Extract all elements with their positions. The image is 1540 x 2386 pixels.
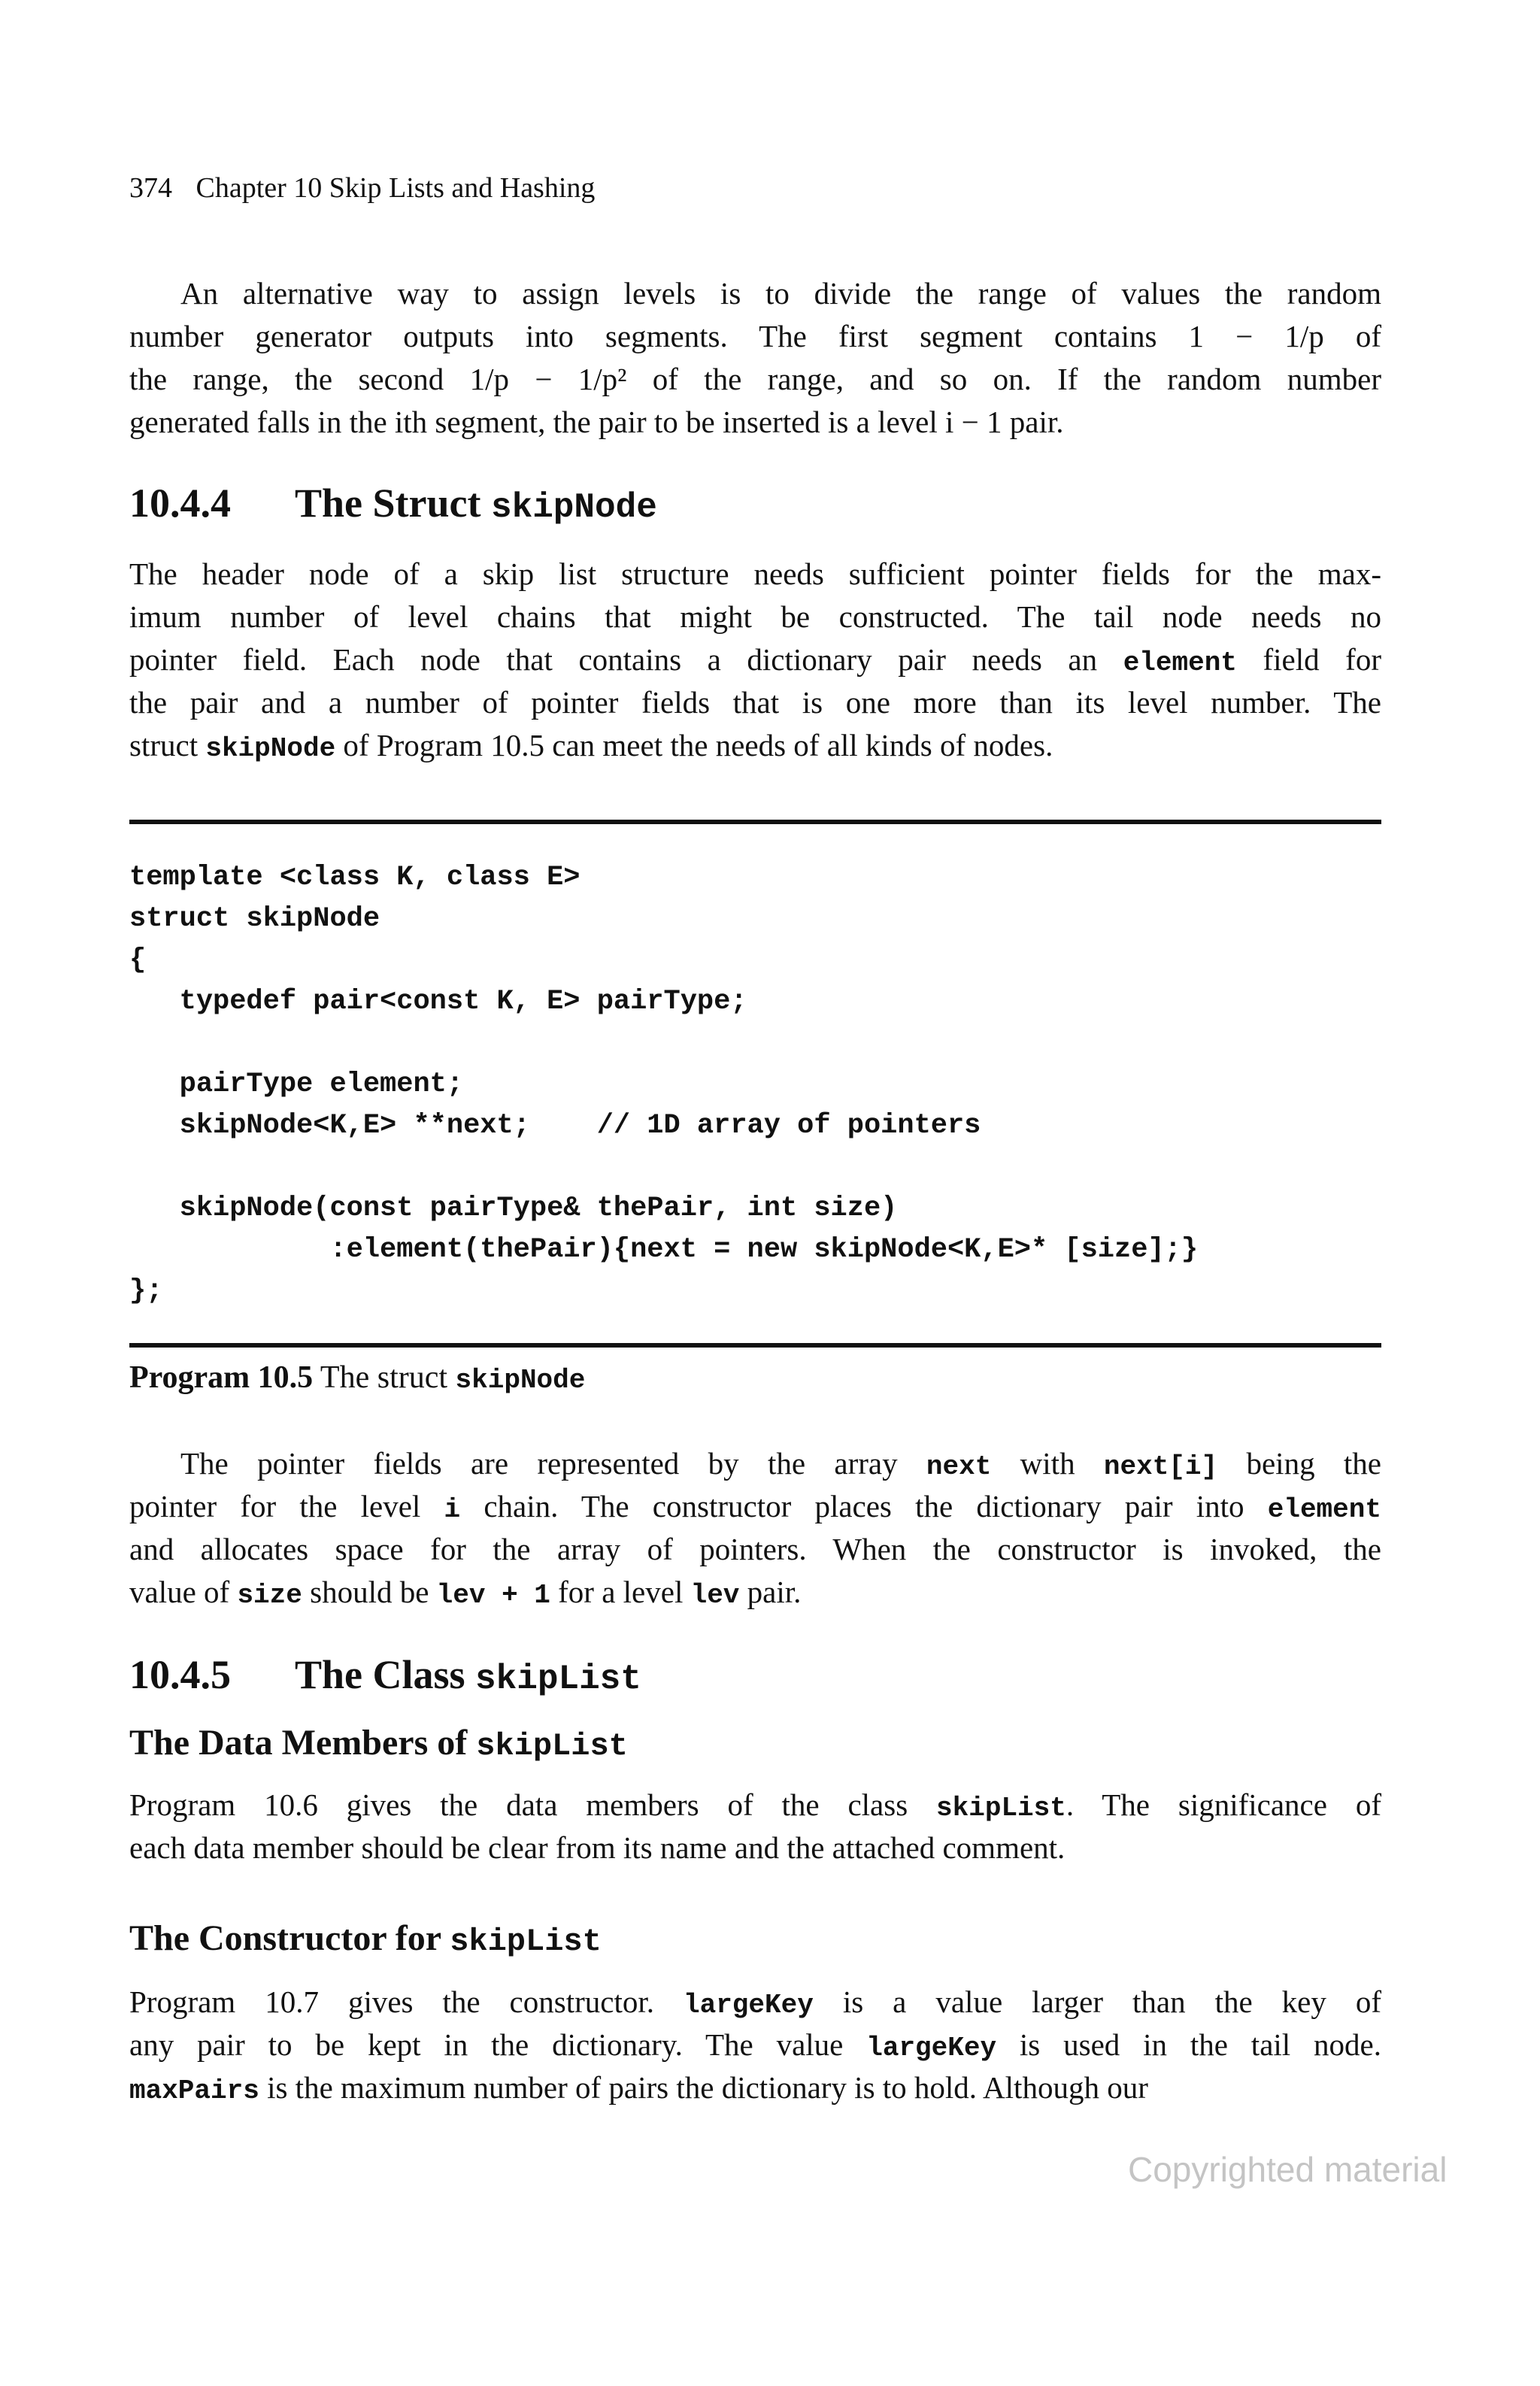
inline-code: lev + 1 (436, 1580, 550, 1611)
text-run: with (991, 1446, 1104, 1481)
code-line: typedef pair<const K, E> pairType; (129, 986, 747, 1017)
section-number: 10.4.4 (129, 481, 231, 526)
page-number: 374 (129, 172, 172, 204)
program-caption (129, 1360, 585, 1396)
subsection-title: The Constructor for (129, 1918, 441, 1958)
pointer-fields-paragraph (129, 1442, 1381, 1614)
text-line (129, 1571, 1381, 1614)
subsection-code-word: skipList (476, 1728, 628, 1764)
code-line: :element(thePair){next = new skipNode<K,E>* [size];} (129, 1234, 1199, 1266)
inline-code: largeKey (684, 1990, 814, 2021)
inline-code: largeKey (866, 2033, 997, 2063)
caption-text: The struct (320, 1360, 448, 1395)
inline-code: skipNode (205, 733, 336, 764)
constructor-paragraph (129, 1981, 1381, 2109)
inline-code: lev (690, 1580, 740, 1611)
text-run: The pointer fields are represented by the array (180, 1446, 926, 1481)
text-run: chain. The constructor places the dictionary pair into (460, 1489, 1268, 1523)
program-bottom-rule (129, 1343, 1381, 1348)
caption-code-word: skipNode (455, 1365, 586, 1396)
code-line: template <class K, class E> (129, 862, 581, 893)
inline-code: element (1123, 647, 1237, 678)
text-run: being the (1217, 1446, 1381, 1481)
text-line: the range, the second 1/p − 1/p² of the range, and so on. If the random number (129, 362, 1381, 396)
text-run: . The significance of (1066, 1787, 1381, 1822)
code-line: skipNode<K,E> **next; // 1D array of pointers (129, 1110, 981, 1141)
intro-paragraph (129, 272, 1381, 444)
text-line: The header node of a skip list structure needs sufficient pointer fields for the max- (129, 556, 1381, 591)
text-line (129, 1485, 1381, 1528)
text-run: pointer field. Each node that contains a dictionary pair needs an (129, 642, 1123, 677)
text-line: the pair and a number of pointer fields that is one more than its level number. The (129, 685, 1381, 720)
text-run: struct (129, 728, 206, 762)
text-line: and allocates space for the array of pointers. When the constructor is invoked, the (129, 1532, 1381, 1566)
section-code-word: skipNode (490, 488, 657, 527)
text-line: imum number of level chains that might be constructed. The tail node needs no (129, 599, 1381, 634)
text-run: is the maximum number of pairs the dictionary is to hold. Although our (259, 2070, 1148, 2105)
code-line: }; (129, 1275, 163, 1307)
text-run: value of (129, 1575, 238, 1609)
text-run: should be (302, 1575, 437, 1609)
text-run: of Program 10.5 can meet the needs of all kinds of nodes. (335, 728, 1053, 762)
text-run: pointer for the level (129, 1489, 444, 1523)
running-head (129, 171, 595, 205)
caption-label: Program 10.5 (129, 1360, 314, 1395)
text-line: number generator outputs into segments. The first segment contains 1 − 1/p of (129, 319, 1381, 353)
skipnode-description-paragraph (129, 553, 1381, 767)
text-line: each data member should be clear from its name and the attached comment. (129, 1830, 1066, 1865)
inline-code: skipList (936, 1793, 1066, 1824)
subsection-heading-data-members (129, 1722, 628, 1764)
text-line (129, 2024, 1381, 2066)
subsection-code-word: skipList (450, 1924, 602, 1960)
section-heading-10-4-5 (129, 1651, 641, 1699)
text-run: field for (1236, 642, 1381, 677)
inline-code: size (237, 1580, 302, 1611)
program-code-block (129, 857, 1198, 1312)
text-line: generated falls in the ith segment, the pair to be inserted is a level i − 1 pair. (129, 405, 1064, 439)
section-title: The Struct (295, 481, 481, 526)
code-line: struct skipNode (129, 903, 380, 935)
inline-code: maxPairs (129, 2075, 259, 2106)
code-line: skipNode(const pairType& thePair, int size) (129, 1193, 898, 1224)
section-heading-10-4-4 (129, 480, 657, 527)
text-line (129, 1981, 1381, 2024)
text-line: An alternative way to assign levels is to divide the range of values the random (180, 276, 1381, 311)
data-members-paragraph (129, 1784, 1381, 1869)
inline-code: element (1267, 1494, 1381, 1525)
copyright-watermark: Copyrighted material (1128, 2150, 1448, 2189)
inline-code: next[i] (1103, 1451, 1218, 1482)
text-run: is used in the tail node. (996, 2027, 1381, 2062)
section-title: The Class (295, 1652, 465, 1697)
text-line (129, 2066, 1381, 2109)
code-line: { (129, 944, 147, 976)
text-run: Program 10.6 gives the data members of the class (129, 1787, 937, 1822)
program-top-rule (129, 820, 1381, 824)
subsection-heading-constructor (129, 1918, 602, 1960)
text-run: for a level (550, 1575, 691, 1609)
text-line (129, 1784, 1381, 1827)
text-line (129, 724, 1381, 767)
text-line (129, 638, 1381, 681)
text-run: is a value larger than the key of (813, 1984, 1382, 2019)
inline-code: i (444, 1494, 461, 1525)
section-code-word: skipList (475, 1660, 641, 1699)
code-line: pairType element; (129, 1069, 464, 1100)
text-run: any pair to be kept in the dictionary. The value (129, 2027, 867, 2062)
chapter-title: Chapter 10 Skip Lists and Hashing (196, 172, 596, 204)
subsection-title: The Data Members of (129, 1723, 468, 1763)
section-number: 10.4.5 (129, 1652, 231, 1697)
text-line (129, 1442, 1381, 1485)
text-run: pair. (739, 1575, 802, 1609)
text-run: Program 10.7 gives the constructor. (129, 1984, 684, 2019)
inline-code: next (926, 1451, 992, 1482)
